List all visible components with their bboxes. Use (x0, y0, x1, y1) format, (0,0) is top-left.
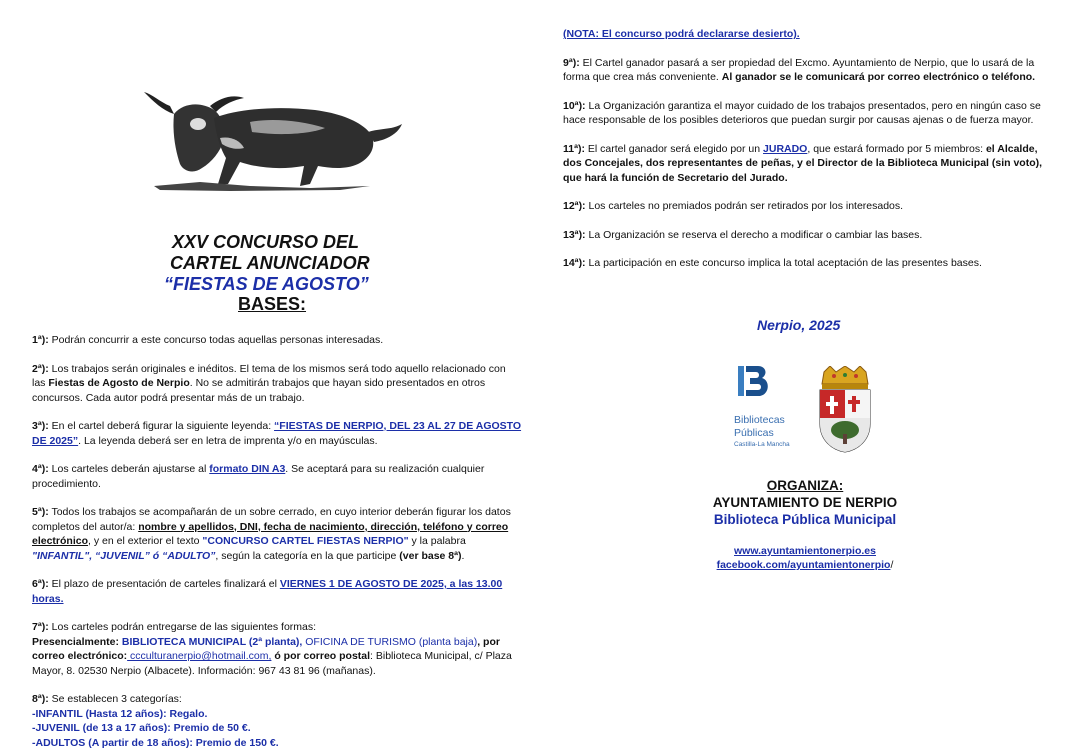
logo-line-2: Públicas (734, 427, 774, 439)
bases-heading: BASES: (238, 294, 307, 314)
bibliotecas-publicas-logo (734, 362, 804, 452)
contact-links (690, 544, 920, 572)
organiza-block (690, 478, 920, 528)
contact-email[interactable]: ccculturanerpio@hotmail.com, (127, 650, 272, 662)
rule-12: 12ª): Los carteles no premiados podrán ser retirados por los interesados. (563, 200, 904, 212)
place-date: Nerpio, 2025 (757, 317, 841, 333)
nerpio-coat-of-arms (816, 366, 874, 454)
bibliotecas-logo-mark-icon (736, 362, 772, 404)
rule-2: 2ª): Los trabajos serán originales e inéditos. El tema de los mismos será todo aquello relacionado con las Fiestas de Agosto de Nerpio. No se admitirán trabajos que hayan sido presentados en otros concursos. Cada autor podrá presentar más de un trabajo. (32, 362, 506, 404)
facebook-line: facebook.com/ayuntamientonerpio/ (716, 559, 894, 571)
rules-left-column (32, 333, 522, 750)
rule-9: 9ª): El Cartel ganador pasará a ser propiedad del Excmo. Ayuntamiento de Nerpio, que lo usará de la forma que crea más conveniente. Al ganador se le comunicará por correo electrónico o teléfono. (563, 56, 1036, 83)
facebook-link[interactable]: facebook.com/ayuntamientonerpio (716, 559, 891, 571)
rule-6: 6ª): El plazo de presentación de carteles finalizará el VIERNES 1 DE AGOSTO DE 2025, a las 13.00 horas. (32, 578, 503, 605)
rule-4: 4ª): Los carteles deberán ajustarse al formato DIN A3. Se aceptará para su realización cualquier procedimiento. (32, 463, 485, 490)
organiza-label: ORGANIZA: (766, 478, 844, 493)
organizer-ayuntamiento: AYUNTAMIENTO DE NERPIO (712, 495, 898, 510)
rule-10: 10ª): La Organización garantiza el mayor cuidado de los trabajos presentados, pero en ningún caso se hace responsable de los posibles deterioros que puedan surgir por causas ajenas o de fuerza mayor. (563, 99, 1041, 126)
category-juvenil: -JUVENIL (de 13 a 17 años): Premio de 50 €. (32, 722, 251, 734)
organizer-biblioteca: Biblioteca Pública Municipal (713, 512, 897, 527)
rule-13: 13ª): La Organización se reserva el derecho a modificar o cambiar las bases. (563, 228, 923, 241)
title-line-2: CARTEL ANUNCIADOR (170, 253, 370, 273)
category-adultos: -ADULTOS (A partir de 18 años): Premio de 150 €. (32, 736, 279, 749)
rule-1: 1ª): Podrán concurrir a este concurso todas aquellas personas interesadas. (32, 334, 384, 346)
rules-right-column (563, 27, 1045, 271)
website-link[interactable]: www.ayuntamientonerpio.es (734, 545, 876, 557)
rule-14: 14ª): La participación en este concurso implica la total aceptación de las presentes bases. (563, 257, 982, 269)
rule-5: 5ª): Todos los trabajos se acompañarán de un sobre cerrado, en cuyo interior deberán figurar los datos completos del autor/a: nombre y apellidos, DNI, fecha de nacimiento, dirección, teléfono y correo electrónico, y en el exterior el texto "CONCURSO CARTEL FIESTAS NERPIO" y la palabra "INFANTIL", “JUVENIL” ó “ADULTO”, según la categoría en la que participe (ver base 8ª). (32, 506, 511, 562)
title-line-1: XXV CONCURSO DEL (172, 232, 360, 252)
title-subtitle: “FIESTAS DE AGOSTO” (164, 274, 369, 294)
rule-7: 7ª): Los carteles podrán entregarse de las siguientes formas: Presencialmente: BIBLIOTECA MUNICIPAL (2ª planta), OFICINA DE TURISMO (planta baja), por correo electrónico: ccculturanerpio@hotmail.com, ó por correo postal: Biblioteca Municipal, c/ Plaza Mayor, 8. 02530 Nerpio (Albacete). Información: 967 43 81 96 (mañanas). (32, 621, 512, 677)
logo-line-1: Bibliotecas (734, 414, 785, 426)
logo-line-3: Castilla-La Mancha (734, 441, 790, 448)
contest-title (150, 232, 420, 315)
bull-illustration (140, 88, 410, 192)
nota: (NOTA: El concurso podrá declararse desierto). (563, 28, 800, 40)
category-infantil: -INFANTIL (Hasta 12 años): Regalo. (32, 707, 208, 720)
rule-8: 8ª): Se establecen 3 categorías: -INFANTIL (Hasta 12 años): Regalo. -JUVENIL (de 13 a 17 años): Premio de 50 €. -ADULTOS (A partir de 18 años): Premio de 150 €. (32, 693, 279, 749)
rule-3: 3ª): En el cartel deberá figurar la siguiente leyenda: “FIESTAS DE NERPIO, DEL 23 AL 27 DE AGOSTO DE 2025”. La leyenda deberá ser en letra de imprenta y/o en mayúsculas. (32, 420, 522, 447)
rule-11: 11ª): El cartel ganador será elegido por un JURADO, que estará formado por 5 miembros: el Alcalde, dos Concejales, dos representantes de peñas, y el Director de la Biblioteca Municipal (sin voto), que hará la función de Secretario del Jurado. (563, 142, 1043, 184)
